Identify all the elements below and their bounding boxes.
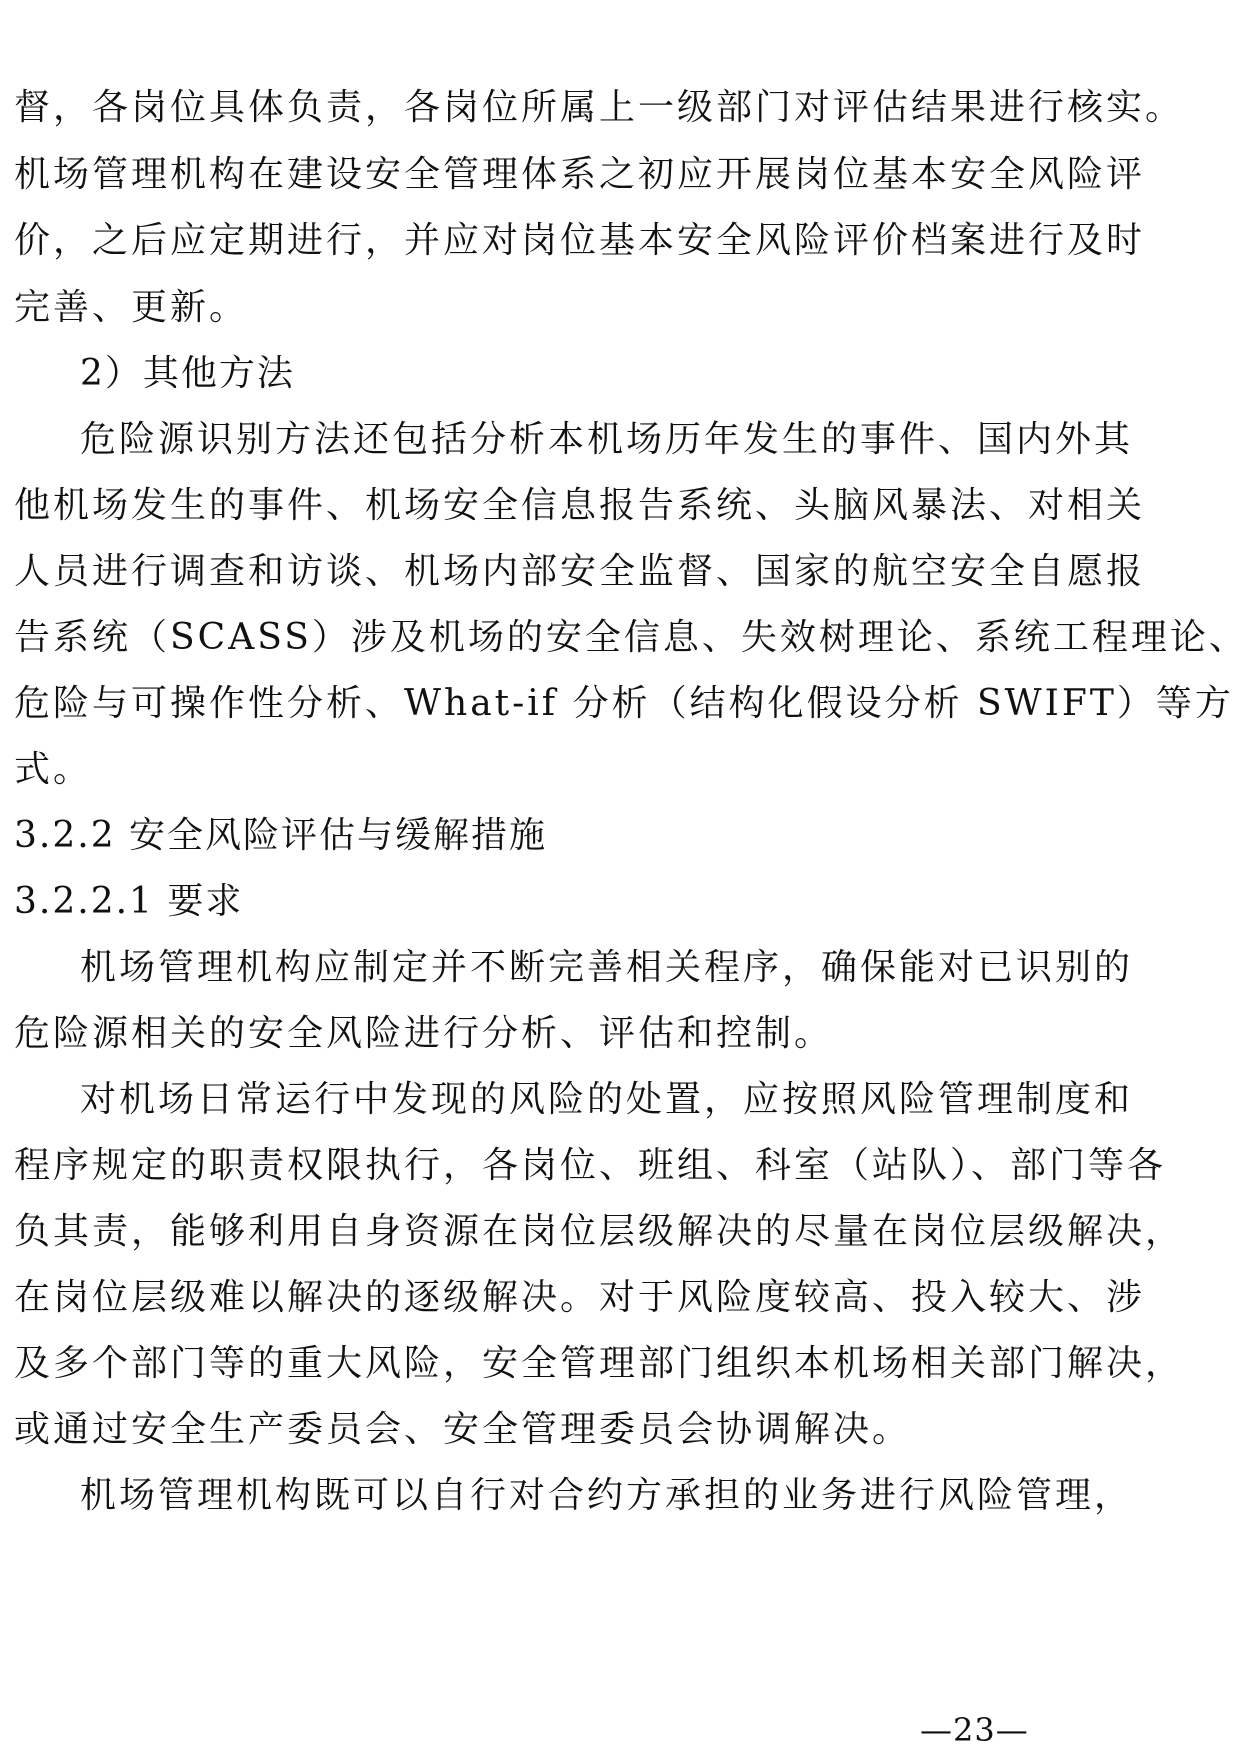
section-heading-3-2-2: 3.2.2 安全风险评估与缓解措施 bbox=[14, 815, 548, 856]
paragraph-5-line-1: 机场管理机构既可以自行对合约方承担的业务进行风险管理， bbox=[80, 1475, 1134, 1516]
heading-other-methods: 2）其他方法 bbox=[80, 353, 295, 394]
paragraph-3-line-1: 机场管理机构应制定并不断完善相关程序，确保能对已识别的 bbox=[80, 947, 1134, 988]
paragraph-1-line-4: 完善、更新。 bbox=[14, 287, 249, 328]
paragraph-1-line-3: 价，之后应定期进行，并应对岗位基本安全风险评价档案进行及时 bbox=[14, 220, 1146, 261]
paragraph-4-line-1: 对机场日常运行中发现的风险的处置，应按照风险管理制度和 bbox=[80, 1079, 1134, 1120]
paragraph-2-line-4: 告系统（SCASS）涉及机场的安全信息、失效树理论、系统工程理论、 bbox=[14, 617, 1248, 658]
paragraph-2-line-3: 人员进行调查和访谈、机场内部安全监督、国家的航空安全自愿报 bbox=[14, 551, 1146, 592]
paragraph-1-line-2: 机场管理机构在建设安全管理体系之初应开展岗位基本安全风险评 bbox=[14, 154, 1146, 195]
paragraph-4-line-4: 在岗位层级难以解决的逐级解决。对于风险度较高、投入较大、涉 bbox=[14, 1277, 1146, 1318]
paragraph-1-line-1: 督，各岗位具体负责，各岗位所属上一级部门对评估结果进行核实。 bbox=[14, 87, 1185, 128]
section-heading-3-2-2-1: 3.2.2.1 要求 bbox=[14, 881, 244, 922]
page-number: —23— bbox=[920, 1711, 1029, 1749]
paragraph-4-line-2: 程序规定的职责权限执行，各岗位、班组、科室（站队）、部门等各 bbox=[14, 1145, 1167, 1186]
paragraph-2-line-2: 他机场发生的事件、机场安全信息报告系统、头脑风暴法、对相关 bbox=[14, 485, 1146, 526]
paragraph-3-line-2: 危险源相关的安全风险进行分析、评估和控制。 bbox=[14, 1013, 834, 1054]
paragraph-4-line-3: 负其责，能够利用自身资源在岗位层级解决的尽量在岗位层级解决， bbox=[14, 1211, 1185, 1252]
paragraph-4-line-6: 或通过安全生产委员会、安全管理委员会协调解决。 bbox=[14, 1409, 912, 1450]
paragraph-2-line-1: 危险源识别方法还包括分析本机场历年发生的事件、国内外其 bbox=[80, 419, 1134, 460]
paragraph-2-line-6: 式。 bbox=[14, 749, 93, 790]
paragraph-2-line-5: 危险与可操作性分析、What-if 分析（结构化假设分析 SWIFT）等方 bbox=[14, 683, 1234, 724]
paragraph-4-line-5: 及多个部门等的重大风险，安全管理部门组织本机场相关部门解决， bbox=[14, 1343, 1185, 1384]
